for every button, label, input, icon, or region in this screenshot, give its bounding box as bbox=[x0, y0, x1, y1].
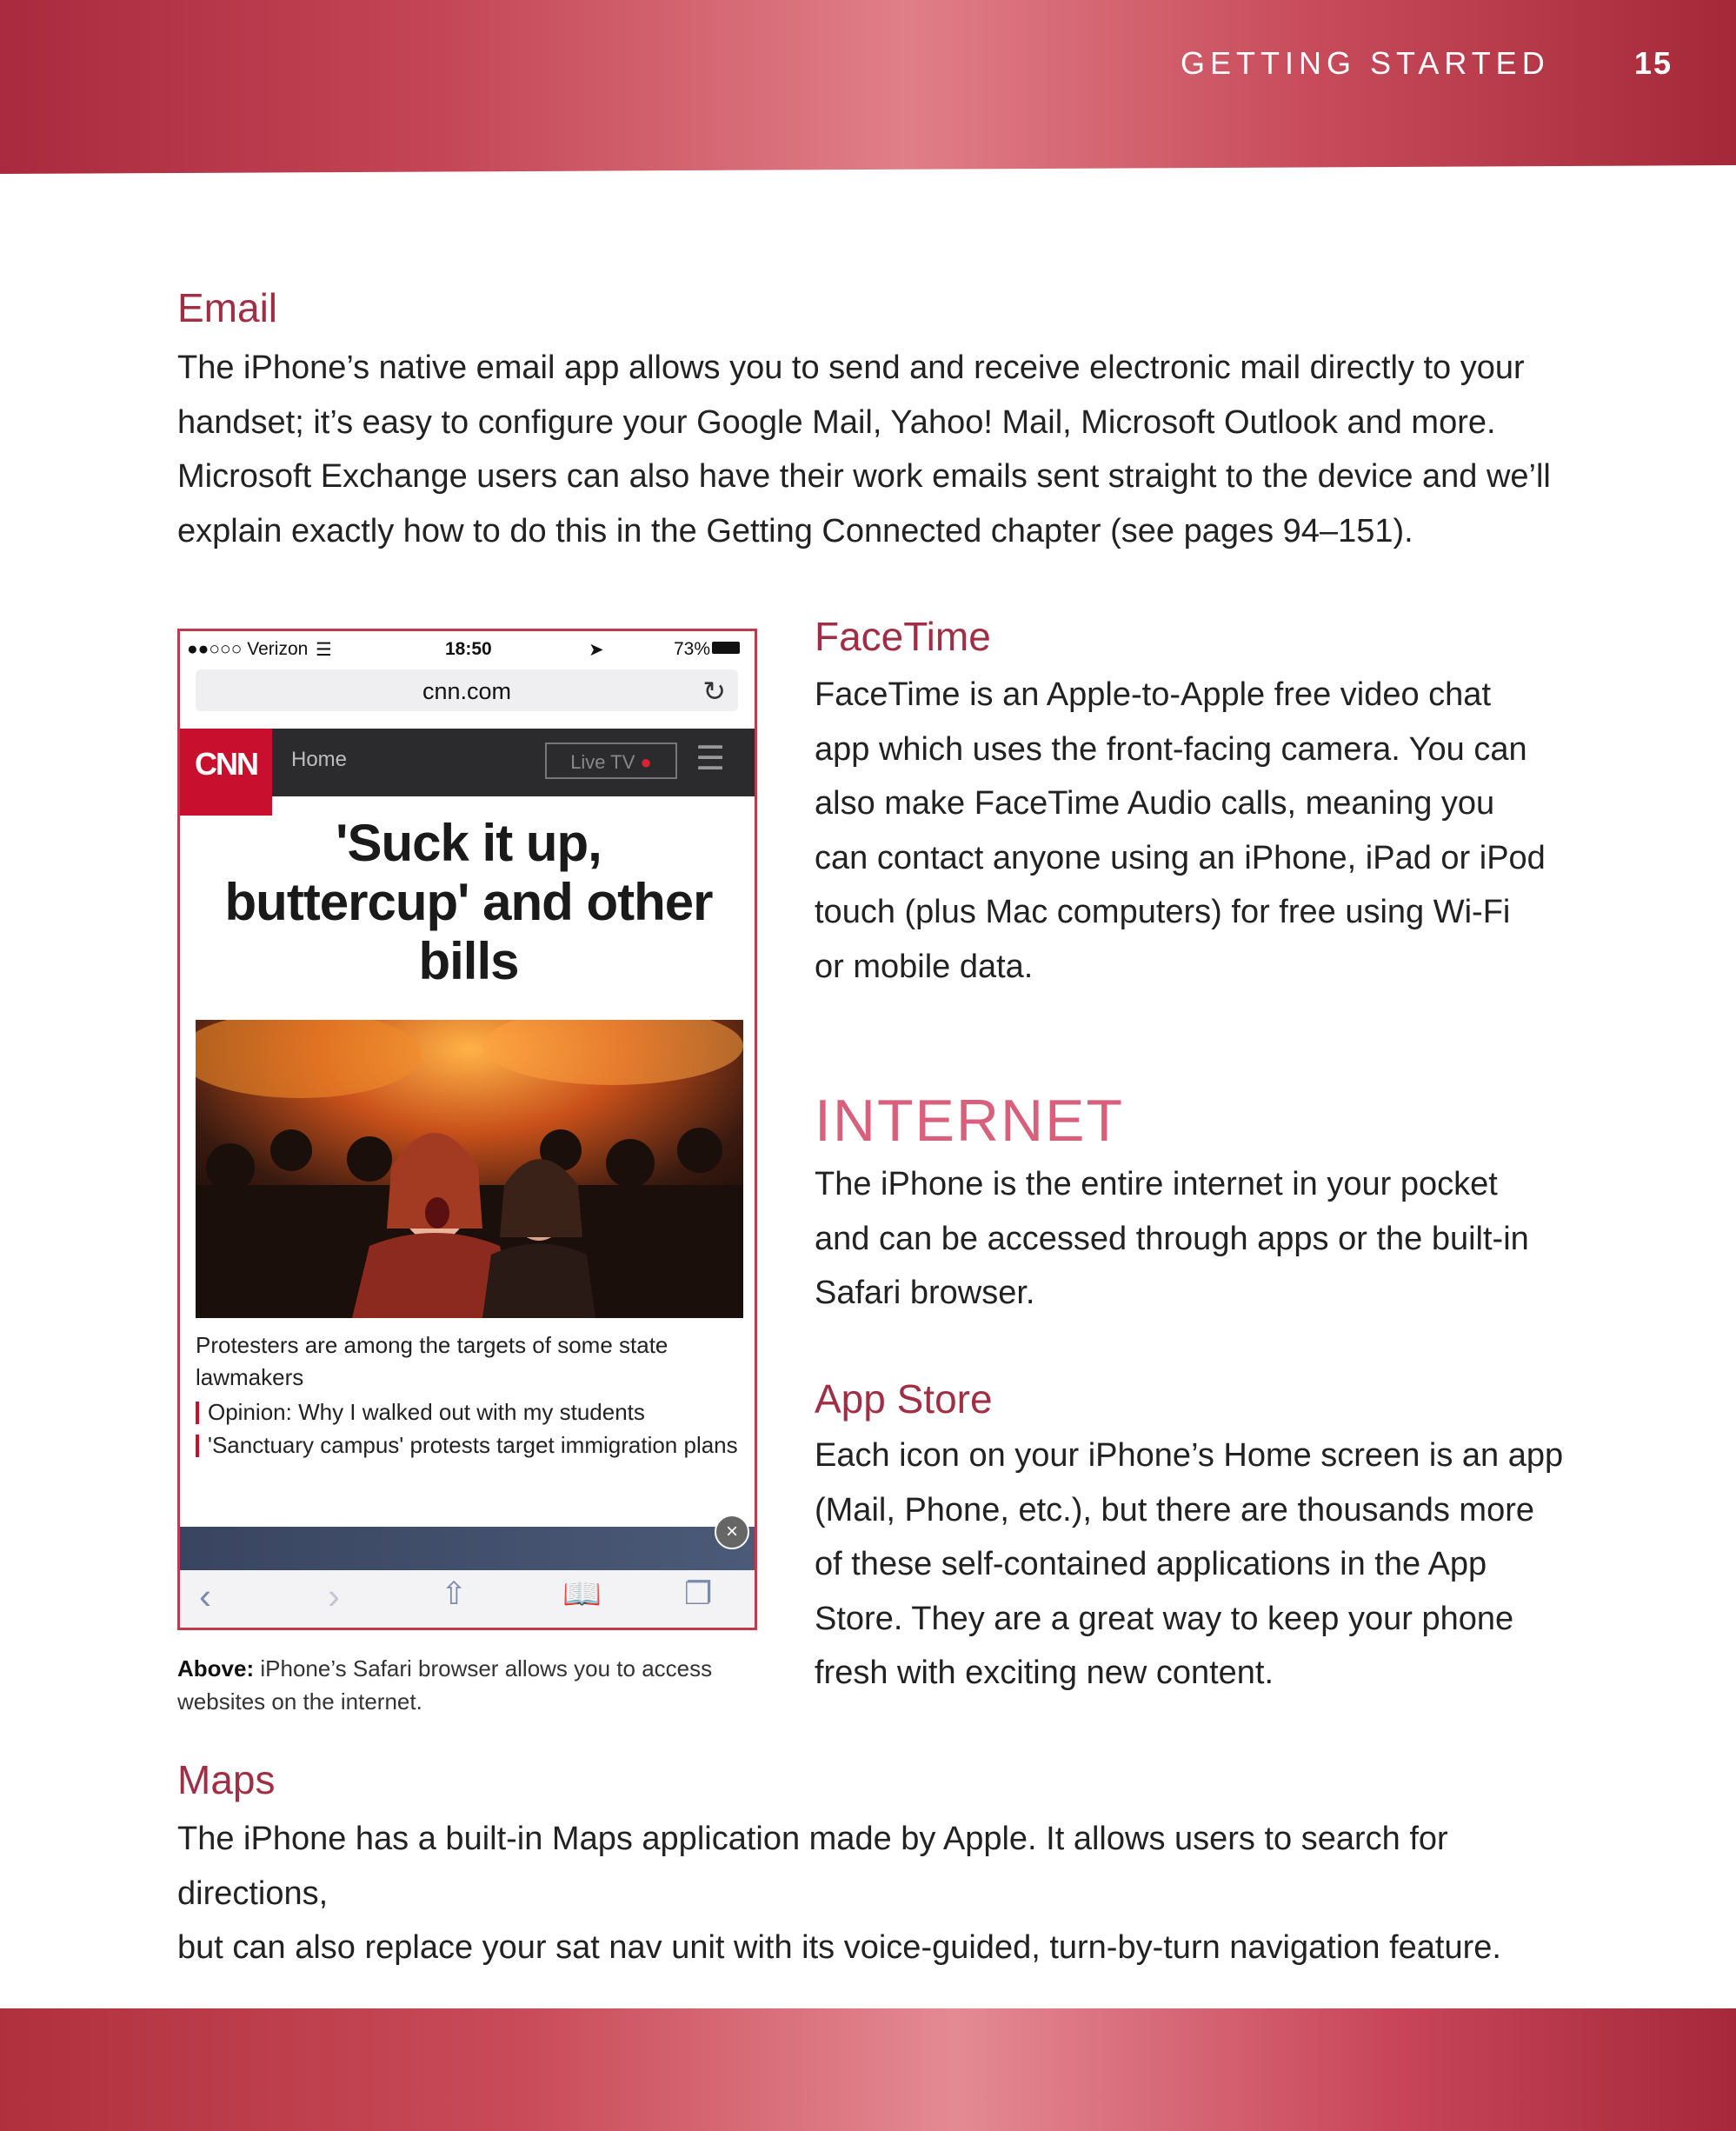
cnn-logo[interactable]: CNN bbox=[180, 729, 272, 816]
email-line: Microsoft Exchange users can also have their work emails sent straight to the device and we’ll bbox=[177, 458, 1551, 495]
photo-caption[interactable]: Protesters are among the targets of some state lawmakers bbox=[196, 1332, 668, 1390]
page-number: 15 bbox=[1634, 45, 1673, 81]
status-time: 18:50 bbox=[445, 639, 492, 659]
app-store-line: fresh with exciting new content. bbox=[815, 1655, 1274, 1691]
app-store-line: Store. They are a great way to keep your phone bbox=[815, 1600, 1514, 1637]
running-header-title: GETTING STARTED bbox=[1181, 45, 1550, 81]
carrier-label: ●●○○○ Verizon bbox=[187, 639, 309, 659]
email-line: handset; it’s easy to configure your Google Mail, Yahoo! Mail, Microsoft Outlook and more. bbox=[177, 403, 1496, 441]
article-headline[interactable] bbox=[194, 814, 743, 991]
app-store-line: (Mail, Phone, etc.), but there are thousands more bbox=[815, 1491, 1534, 1528]
protest-photo-image bbox=[196, 1020, 743, 1318]
facetime-line: app which uses the front-facing camera. You can bbox=[815, 730, 1527, 768]
email-line: explain exactly how to do this in the Getting Connected chapter (see pages 94–151). bbox=[177, 512, 1413, 549]
figure-caption bbox=[177, 1652, 734, 1718]
internet-line: The iPhone is the entire internet in your pocket bbox=[815, 1166, 1498, 1202]
facetime-line: FaceTime is an Apple-to-Apple free video chat bbox=[815, 676, 1491, 713]
headline-line: buttercup' and other bbox=[224, 873, 713, 931]
app-store-line: of these self-contained applications in the App bbox=[815, 1546, 1487, 1582]
battery-percent: 73% bbox=[674, 639, 711, 659]
caption-label: Above: bbox=[177, 1655, 255, 1681]
ad-banner[interactable] bbox=[180, 1520, 755, 1570]
live-tv-button[interactable] bbox=[545, 743, 677, 779]
internet-line: Safari browser. bbox=[815, 1275, 1035, 1311]
live-tv-label: Live TV bbox=[570, 751, 635, 773]
email-body bbox=[177, 341, 1568, 558]
headline-line: 'Suck it up, bbox=[336, 814, 602, 872]
maps-body bbox=[177, 1812, 1586, 1975]
app-store-line: Each icon on your iPhone’s Home screen is an app bbox=[815, 1437, 1564, 1474]
wifi-icon: ☰ bbox=[316, 640, 332, 660]
email-heading: Email bbox=[177, 285, 278, 330]
maps-heading: Maps bbox=[177, 1757, 276, 1802]
refresh-icon[interactable]: ↻ bbox=[702, 676, 726, 707]
status-bar bbox=[180, 631, 755, 666]
close-icon[interactable]: × bbox=[715, 1515, 749, 1549]
header-band bbox=[0, 0, 1736, 174]
story-link[interactable]: 'Sanctuary campus' protests target immigration plans bbox=[196, 1429, 738, 1462]
app-store-body bbox=[815, 1428, 1580, 1701]
footer-band bbox=[0, 2008, 1736, 2131]
maps-line: but can also replace your sat nav unit with its voice-guided, turn-by-turn navigation feature. bbox=[177, 1929, 1501, 1966]
facetime-line: can contact anyone using an iPhone, iPad or iPod bbox=[815, 839, 1546, 876]
caption-text: iPhone’s Safari browser allows you to access websites on the internet. bbox=[177, 1655, 713, 1715]
story-link[interactable]: Opinion: Why I walked out with my students bbox=[196, 1396, 738, 1428]
tabs-icon[interactable]: ❐ bbox=[684, 1575, 713, 1611]
share-icon[interactable]: ⇧ bbox=[441, 1575, 468, 1611]
facetime-line: touch (plus Mac computers) for free using Wi-Fi bbox=[815, 894, 1511, 930]
facetime-line: also make FaceTime Audio calls, meaning you bbox=[815, 785, 1495, 822]
location-icon: ➤ bbox=[589, 640, 604, 660]
app-store-heading: App Store bbox=[815, 1376, 993, 1422]
facetime-line: or mobile data. bbox=[815, 948, 1034, 985]
email-line: The iPhone’s native email app allows you to send and receive electronic mail directly to your bbox=[177, 350, 1525, 386]
battery-icon bbox=[712, 642, 740, 654]
safari-toolbar bbox=[180, 1570, 755, 1628]
headline-line: bills bbox=[418, 932, 519, 990]
safari-screenshot bbox=[177, 629, 757, 1630]
facetime-body bbox=[815, 668, 1580, 994]
url-text: cnn.com bbox=[422, 678, 512, 704]
nav-home-link[interactable]: Home bbox=[291, 748, 348, 771]
back-icon[interactable]: ‹ bbox=[199, 1575, 211, 1616]
internet-line: and can be accessed through apps or the built-in bbox=[815, 1220, 1529, 1257]
address-bar[interactable] bbox=[196, 669, 738, 711]
internet-heading: INTERNET bbox=[815, 1088, 1124, 1154]
internet-body bbox=[815, 1157, 1580, 1321]
live-dot-icon: ● bbox=[640, 751, 652, 773]
facetime-heading: FaceTime bbox=[815, 614, 991, 659]
protest-photo[interactable] bbox=[196, 1020, 743, 1318]
maps-line: The iPhone has a built-in Maps application made by Apple. It allows users to search for directions, bbox=[177, 1821, 1448, 1912]
forward-icon[interactable]: › bbox=[328, 1575, 340, 1616]
hamburger-menu-icon[interactable]: ☰ bbox=[695, 741, 726, 777]
bookmarks-icon[interactable]: 📖 bbox=[562, 1575, 602, 1611]
